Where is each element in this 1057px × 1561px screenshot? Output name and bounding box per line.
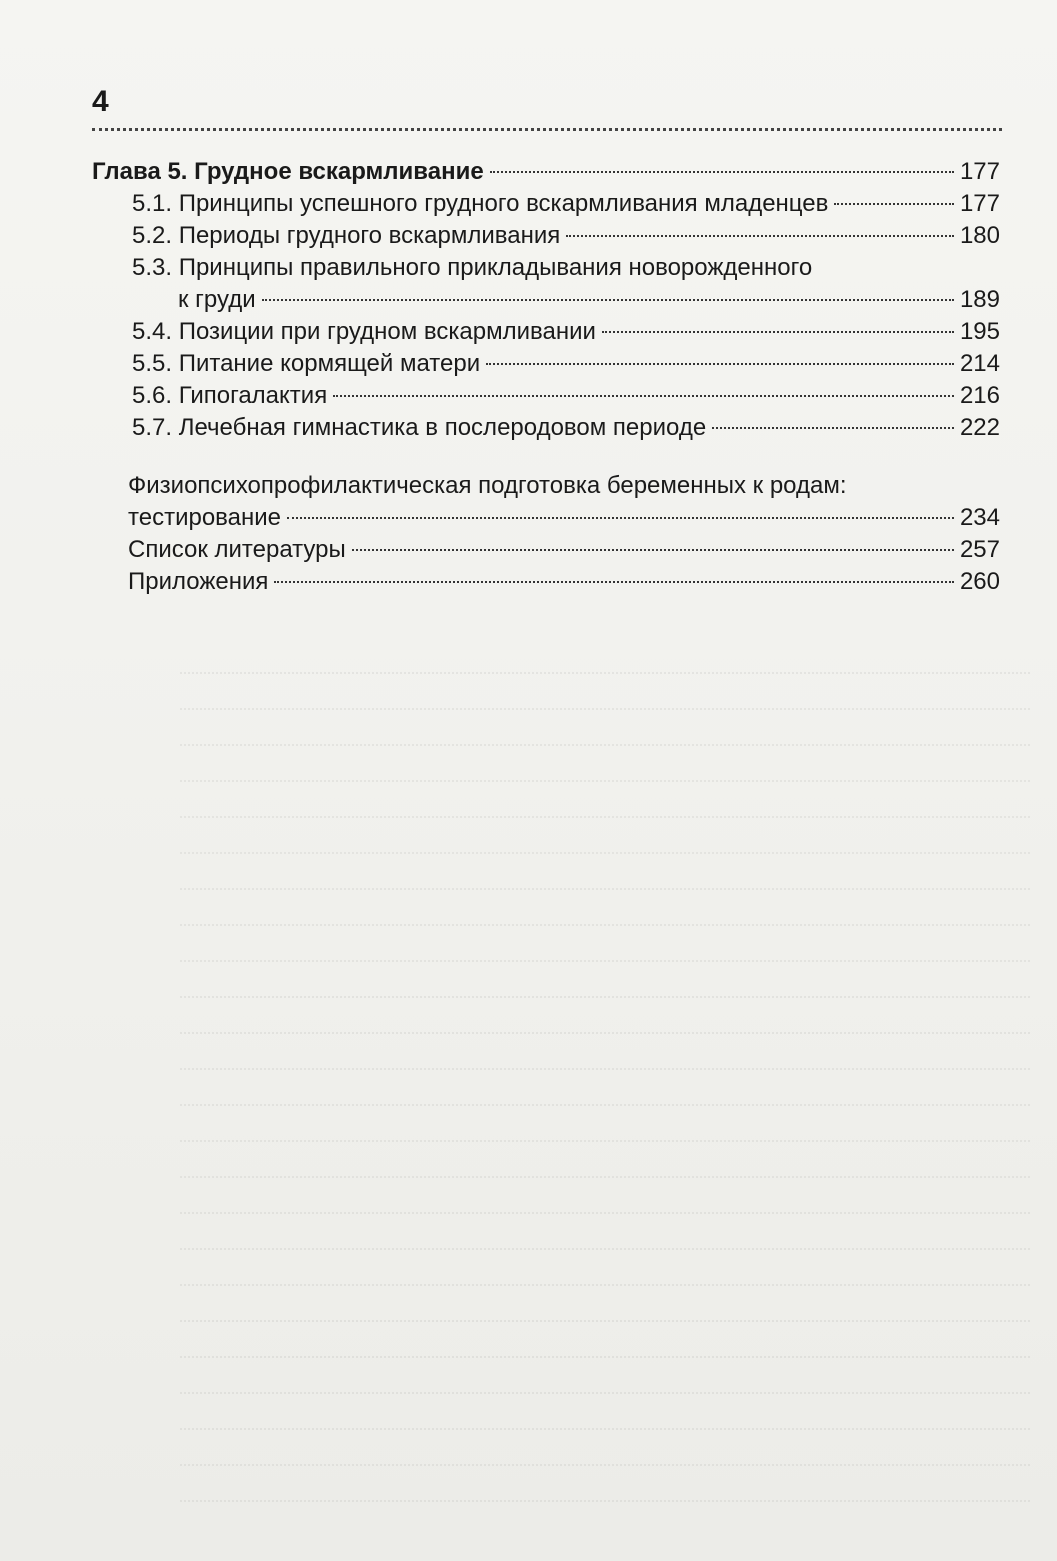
toc-section-label: 5.1. Принципы успешного грудного вскармливания младенцев [132, 190, 829, 217]
toc-section-5-7[interactable] [92, 412, 1000, 444]
toc-section-label: 5.4. Позиции при грудном вскармливании [132, 318, 596, 345]
dot-leader [287, 517, 954, 519]
toc-section-label: 5.2. Периоды грудного вскармливания [132, 222, 561, 249]
toc-appendices[interactable] [92, 566, 1000, 598]
dot-leader [262, 299, 954, 301]
dot-leader [274, 581, 954, 583]
dot-leader [333, 395, 954, 397]
toc-page-number: 177 [959, 190, 1000, 217]
toc-section-label: 5.5. Питание кормящей матери [132, 350, 481, 377]
toc-entry-label-continued: тестирование [128, 504, 281, 531]
toc-section-5-6[interactable] [92, 380, 1000, 412]
header-dotted-rule [92, 128, 1002, 131]
toc-literature[interactable] [92, 534, 1000, 566]
toc-testing-line1[interactable] [92, 470, 1000, 502]
toc-page-number: 257 [959, 536, 1000, 563]
toc-section-label: 5.6. Гипогалактия [132, 382, 328, 409]
dot-leader [490, 171, 954, 173]
toc-entry-label: Физиопсихопрофилактическая подготовка беременных к родам: [128, 472, 847, 499]
dot-leader [834, 203, 954, 205]
toc-section-5-3-line1[interactable] [92, 252, 1000, 284]
dot-leader [712, 427, 954, 429]
toc-section-5-4[interactable] [92, 316, 1000, 348]
toc-page-number: 180 [959, 222, 1000, 249]
toc-page-number: 216 [959, 382, 1000, 409]
toc-page-number: 222 [959, 414, 1000, 441]
dot-leader [602, 331, 954, 333]
toc-section-5-3-line2[interactable] [92, 284, 1000, 316]
page-number: 4 [92, 85, 109, 118]
dot-leader [566, 235, 954, 237]
toc-chapter-5[interactable] [92, 156, 1000, 188]
toc-entry-label: Приложения [128, 568, 269, 595]
toc-chapter-label: Глава 5. Грудное вскармливание [92, 158, 484, 185]
bleed-through-text [180, 640, 1030, 1480]
toc-page-number: 214 [959, 350, 1000, 377]
toc-section-5-2[interactable] [92, 220, 1000, 252]
dot-leader [486, 363, 954, 365]
toc-section-5-5[interactable] [92, 348, 1000, 380]
toc-section-label: 5.7. Лечебная гимнастика в послеродовом периоде [132, 414, 707, 441]
section-gap [92, 444, 1000, 470]
toc-page-number: 189 [959, 286, 1000, 313]
toc-page-number: 195 [959, 318, 1000, 345]
toc-page-number: 260 [959, 568, 1000, 595]
toc-section-label: 5.3. Принципы правильного прикладывания новорожденного [132, 254, 813, 281]
table-of-contents [92, 156, 1000, 598]
toc-entry-label: Список литературы [128, 536, 346, 563]
toc-section-5-1[interactable] [92, 188, 1000, 220]
dot-leader [352, 549, 954, 551]
toc-testing-line2[interactable] [92, 502, 1000, 534]
toc-page-number: 177 [959, 158, 1000, 185]
toc-section-label-continued: к груди [178, 286, 256, 313]
toc-page-number: 234 [959, 504, 1000, 531]
